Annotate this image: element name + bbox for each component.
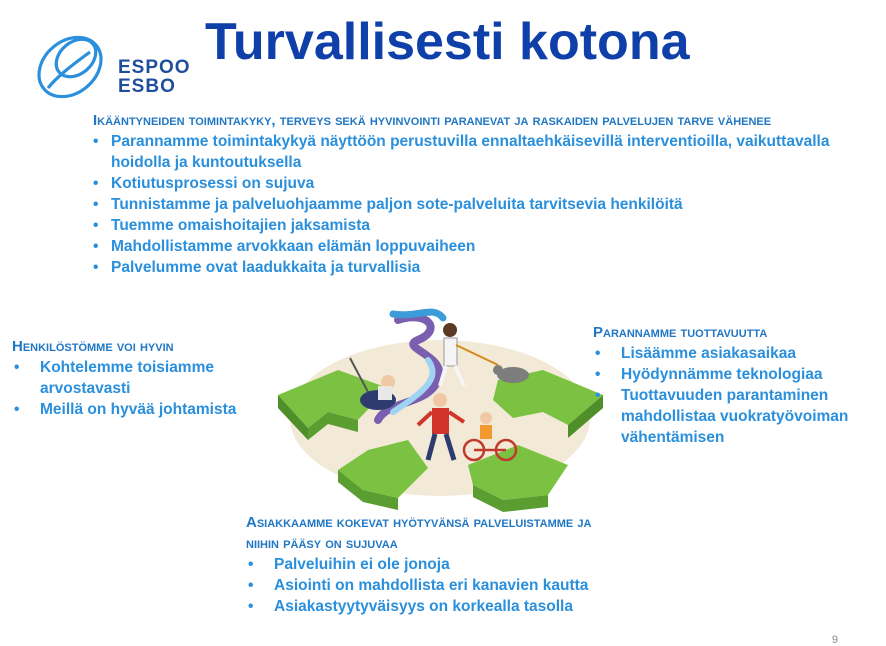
bottom-section <box>246 512 626 617</box>
right-section-list <box>593 343 883 448</box>
logo-text-esbo: ESBO <box>118 76 176 97</box>
list-item: • Tunnistamme ja palveluohjaamme paljon sote-palveluita tarvitsevia henkilöitä <box>93 194 853 215</box>
left-section-list <box>12 357 267 420</box>
page-title: Turvallisesti kotona <box>205 13 690 71</box>
espoo-logo-icon <box>30 22 110 102</box>
list-item: • Mahdollistamme arvokkaan elämän loppuvaiheen <box>93 236 853 257</box>
bottom-section-heading: Asiakkaamme kokevat hyötyvänsä palveluistamme ja niihin pääsy on sujuvaa <box>246 514 592 552</box>
logo-text-espoo: ESPOO <box>118 57 191 78</box>
logo-text <box>118 58 191 96</box>
list-item: • Asiakastyytyväisyys on korkealla tasolla <box>246 596 626 617</box>
left-section-heading: Henkilöstömme voi hyvin <box>12 338 174 355</box>
list-item: • Kotiutusprosessi on sujuva <box>93 173 853 194</box>
list-item: • Asiointi on mahdollista eri kanavien kautta <box>246 575 626 596</box>
list-item: • Tuemme omaishoitajien jaksamista <box>93 215 853 236</box>
bottom-section-list <box>246 554 626 617</box>
list-item: • Tuottavuuden parantaminen mahdollistaa vuokratyövoiman vähentämisen <box>593 385 883 448</box>
top-section-list <box>93 131 853 278</box>
list-item: • Palveluihin ei ole jonoja <box>246 554 626 575</box>
top-section <box>93 110 853 278</box>
page-number: 9 <box>831 634 838 646</box>
top-section-heading: Ikääntyneiden toimintakyky, terveys sekä hyvinvointi paranevat ja raskaiden palvelujen tarve vähenee <box>93 112 772 129</box>
left-section <box>12 336 267 420</box>
list-item: • Parannamme toimintakykyä näyttöön perustuvilla ennaltaehkäisevillä interventioilla, vaikuttavalla hoidolla ja kuntoutuksella <box>93 131 853 173</box>
list-item: • Lisäämme asiakasaikaa <box>593 343 883 364</box>
list-item: • Meillä on hyvää johtamista <box>12 399 267 420</box>
illustration <box>268 300 613 515</box>
list-item: • Kohtelemme toisiamme arvostavasti <box>12 357 267 399</box>
right-section-heading: Parannamme tuottavuutta <box>593 324 768 341</box>
list-item: • Palvelumme ovat laadukkaita ja turvallisia <box>93 257 853 278</box>
list-item: • Hyödynnämme teknologiaa <box>593 364 883 385</box>
right-section <box>593 322 883 448</box>
